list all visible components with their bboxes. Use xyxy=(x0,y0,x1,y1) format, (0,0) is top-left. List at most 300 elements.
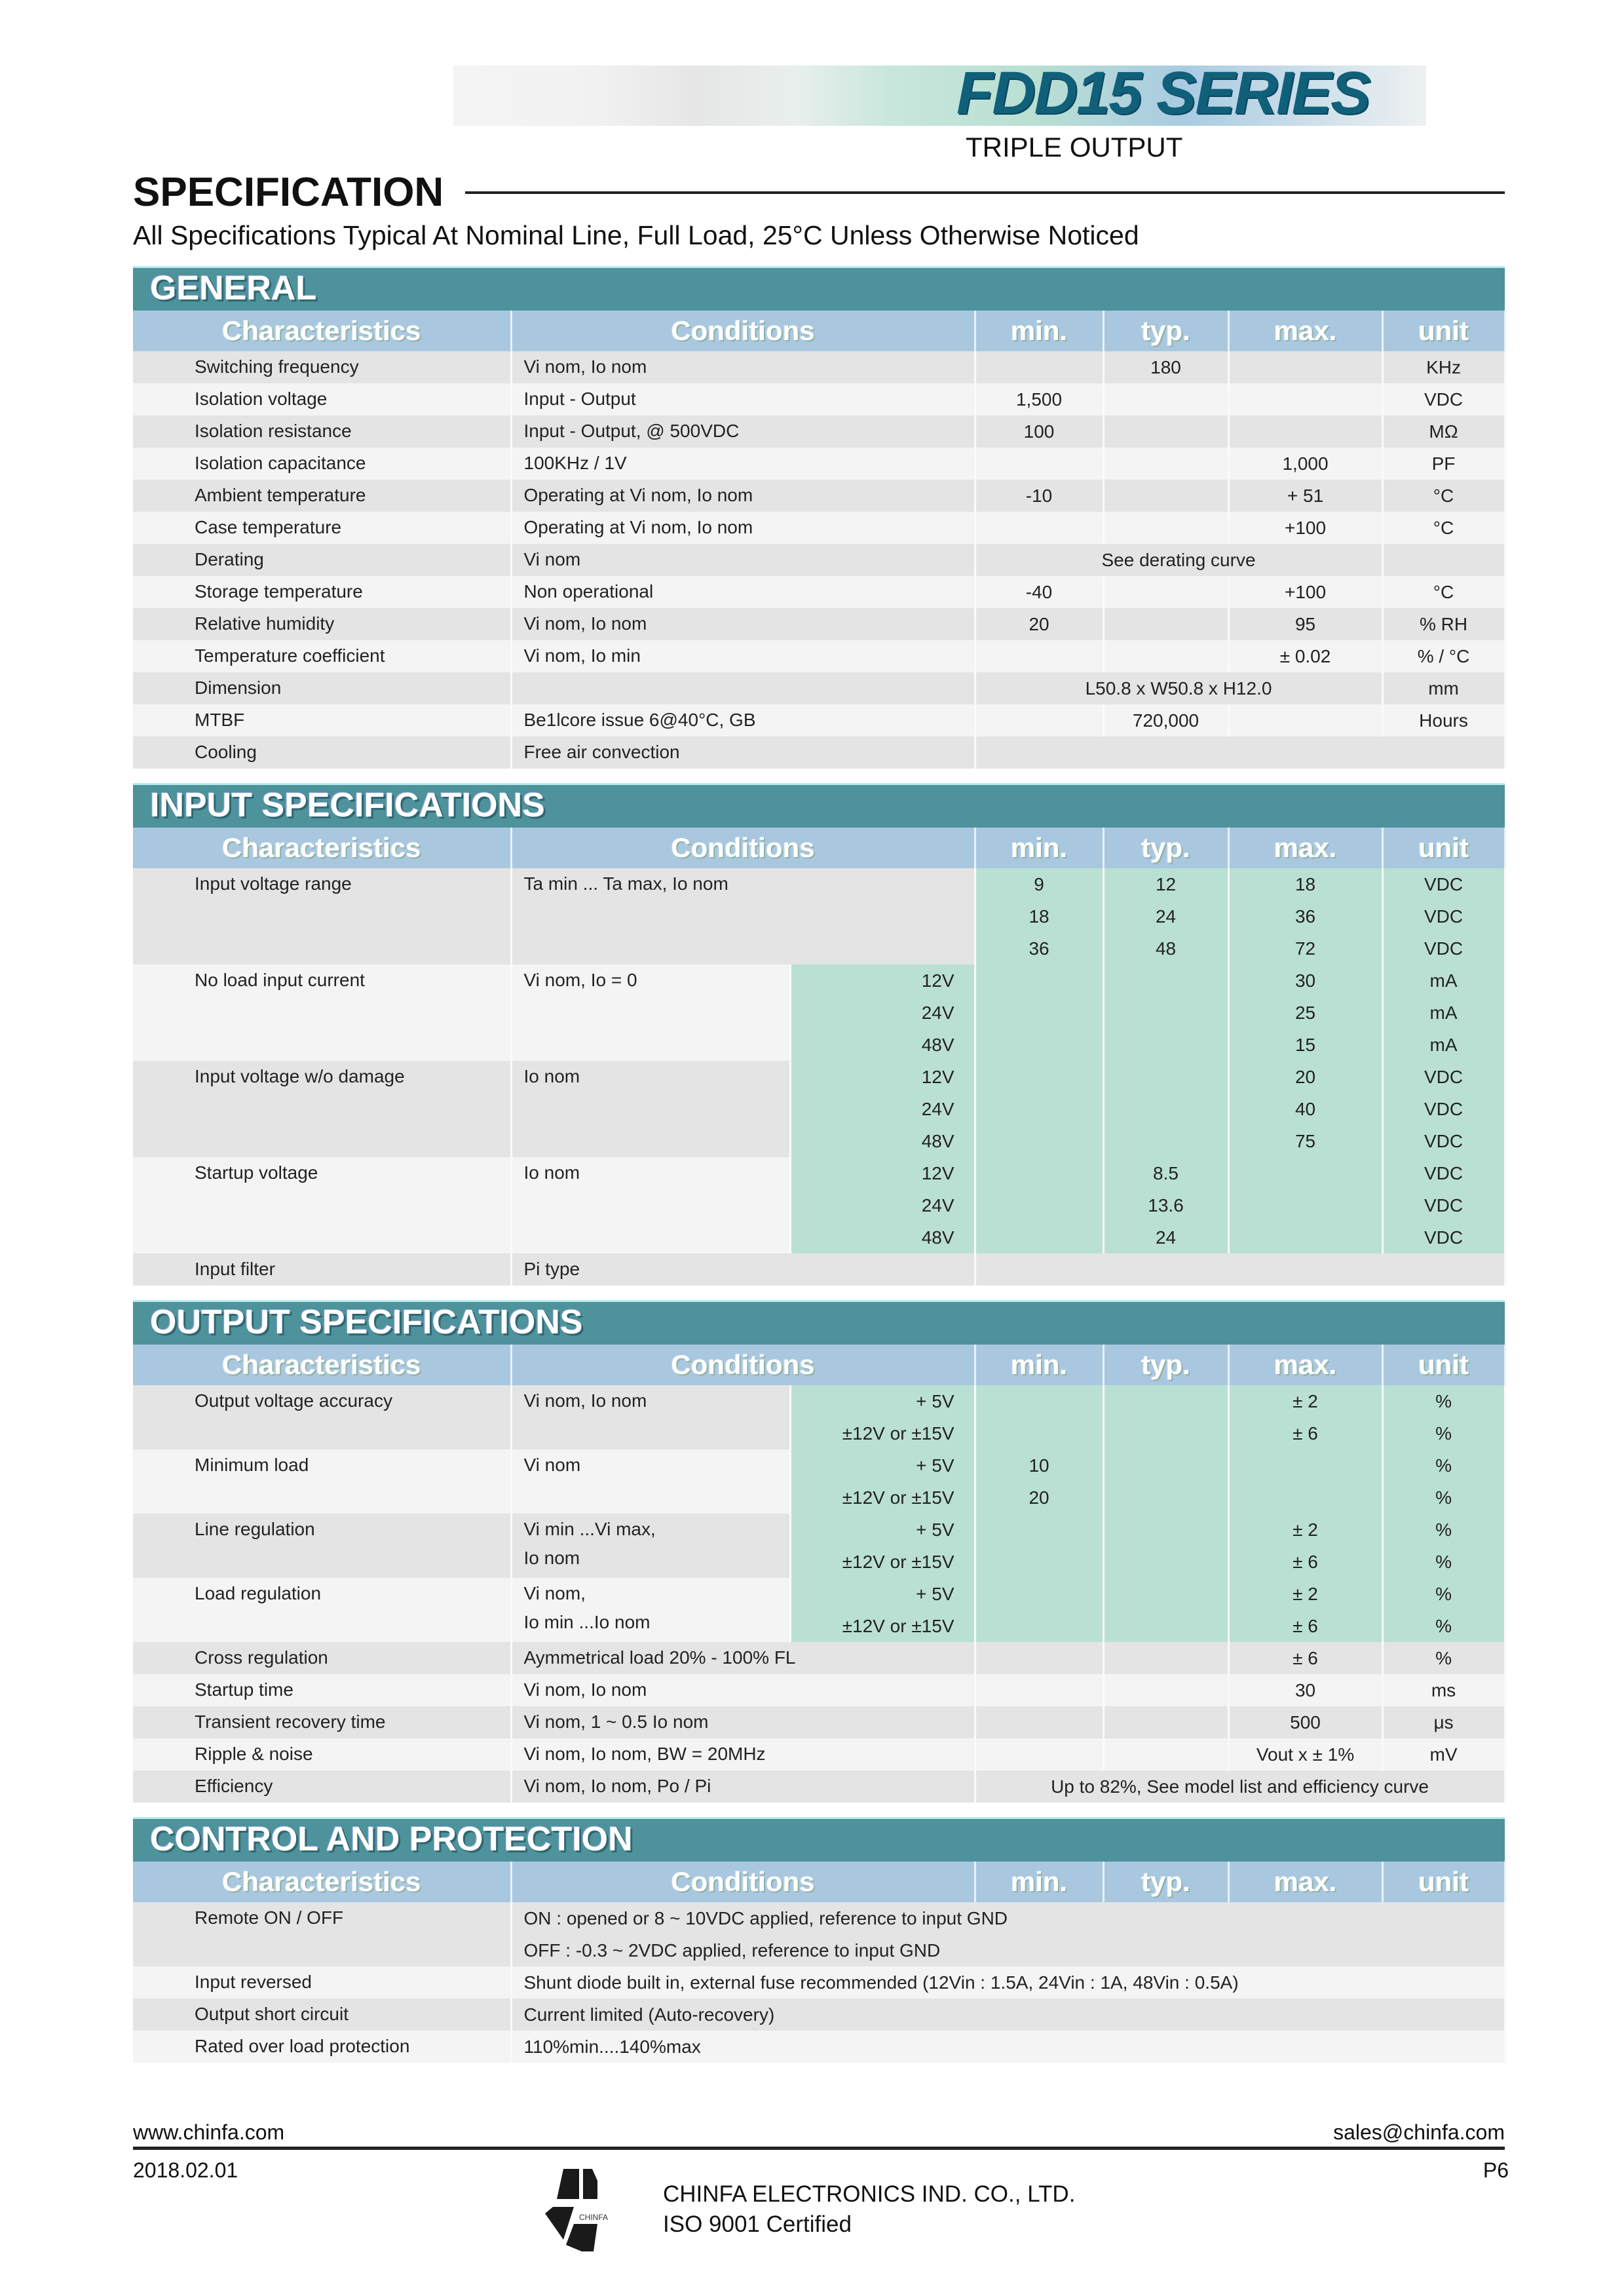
value-unit: PF xyxy=(1382,448,1505,480)
value-typ xyxy=(1103,1125,1228,1157)
value-unit: % / °C xyxy=(1382,640,1505,672)
value-typ xyxy=(1103,1385,1228,1417)
table-row xyxy=(133,1966,1505,1999)
value-unit: VDC xyxy=(1382,1125,1505,1157)
characteristic: Input voltage range xyxy=(133,868,511,965)
condition: Vi nom, Io nom xyxy=(511,1385,790,1449)
value-unit: % xyxy=(1382,1546,1505,1578)
value-typ xyxy=(1103,512,1228,544)
value-max: ± 0.02 xyxy=(1228,640,1382,672)
condition: Pi type xyxy=(511,1253,975,1286)
value-min xyxy=(975,1578,1103,1610)
value-typ xyxy=(1103,480,1228,512)
value-unit: mA xyxy=(1382,1029,1505,1061)
section-output-specifications xyxy=(133,1300,1505,1803)
page-title: SPECIFICATION xyxy=(133,170,444,215)
value-max xyxy=(1228,415,1382,448)
value-min: 20 xyxy=(975,608,1103,640)
value-typ xyxy=(1103,1029,1228,1061)
table-row xyxy=(133,448,1505,480)
value-unit: °C xyxy=(1382,576,1505,608)
condition: Shunt diode built in, external fuse recommended (12Vin : 1.5A, 24Vin : 1A, 48Vin : 0.5A) xyxy=(511,1966,1505,1999)
value-min xyxy=(975,448,1103,480)
column-header-characteristics: Characteristics xyxy=(133,828,511,868)
spec-table xyxy=(133,1345,1506,1803)
column-header-typ: typ. xyxy=(1103,1345,1228,1385)
svg-text:CHINFA: CHINFA xyxy=(579,2213,609,2222)
value-typ xyxy=(1103,1546,1228,1578)
value-unit: mA xyxy=(1382,997,1505,1029)
value-max: 20 xyxy=(1228,1061,1382,1093)
value-unit: VDC xyxy=(1382,383,1505,415)
table-row xyxy=(133,480,1505,512)
series-subtitle: TRIPLE OUTPUT xyxy=(966,132,1183,163)
value-max xyxy=(1228,383,1382,415)
column-header-unit: unit xyxy=(1382,1345,1505,1385)
column-header-unit: unit xyxy=(1382,828,1505,868)
value-unit: VDC xyxy=(1382,1061,1505,1093)
value-min xyxy=(975,1514,1103,1546)
characteristic: Efficiency xyxy=(133,1770,511,1803)
table-row xyxy=(133,351,1505,383)
value-min: 36 xyxy=(975,932,1103,965)
condition: Ta min ... Ta max, Io nom xyxy=(511,868,975,965)
section-header: OUTPUT SPECIFICATIONS xyxy=(133,1300,1505,1345)
value-max: 40 xyxy=(1228,1093,1382,1125)
table-row xyxy=(133,965,1505,997)
value-span: Up to 82%, See model list and efficiency curve xyxy=(975,1770,1505,1803)
value-typ xyxy=(1103,1417,1228,1449)
value-min: 9 xyxy=(975,868,1103,900)
value-max: 15 xyxy=(1228,1029,1382,1061)
column-header-conditions: Conditions xyxy=(511,1862,975,1902)
value-max: ± 6 xyxy=(1228,1642,1382,1674)
condition: Vi nom, Io nom, BW = 20MHz xyxy=(511,1738,975,1770)
value-unit: % xyxy=(1382,1610,1505,1642)
spec-tables xyxy=(133,266,1505,2077)
value-unit: mV xyxy=(1382,1738,1505,1770)
value-min xyxy=(975,1029,1103,1061)
condition: Vi nom, Io nom xyxy=(511,1674,975,1706)
column-header-conditions: Conditions xyxy=(511,1345,975,1385)
condition-line-2: Io min ...Io nom xyxy=(523,1612,651,1632)
column-header-max: max. xyxy=(1228,311,1382,351)
condition: Operating at Vi nom, Io nom xyxy=(511,480,975,512)
condition-line-2: Io nom xyxy=(523,1548,580,1568)
spec-table xyxy=(133,828,1506,1286)
value-max xyxy=(1228,1157,1382,1189)
value-typ: 24 xyxy=(1103,1221,1228,1253)
voltage-variant: 24V xyxy=(790,1189,975,1221)
value-min xyxy=(975,512,1103,544)
value-min xyxy=(975,1546,1103,1578)
value-typ xyxy=(1103,448,1228,480)
column-header-row xyxy=(133,311,1505,351)
series-title: FDD15 SERIES xyxy=(956,60,1370,126)
column-header-row xyxy=(133,1862,1505,1902)
value-min: 100 xyxy=(975,415,1103,448)
spec-table xyxy=(133,1862,1506,2063)
value-typ: 180 xyxy=(1103,351,1228,383)
value-typ xyxy=(1103,1610,1228,1642)
value-max: 25 xyxy=(1228,997,1382,1029)
value-span xyxy=(975,737,1505,769)
voltage-variant: 48V xyxy=(790,1029,975,1061)
characteristic: Output voltage accuracy xyxy=(133,1385,511,1449)
value-typ xyxy=(1103,1093,1228,1125)
value-typ: 720,000 xyxy=(1103,704,1228,737)
value-max xyxy=(1228,351,1382,383)
value-max: 1,000 xyxy=(1228,448,1382,480)
voltage-variant: ±12V or ±15V xyxy=(790,1610,975,1642)
voltage-variant: 24V xyxy=(790,997,975,1029)
table-row xyxy=(133,1449,1505,1482)
value-max: + 51 xyxy=(1228,480,1382,512)
column-header-max: max. xyxy=(1228,1345,1382,1385)
section-header: INPUT SPECIFICATIONS xyxy=(133,783,1505,828)
value-unit: mm xyxy=(1382,672,1505,704)
characteristic: Cross regulation xyxy=(133,1642,511,1674)
condition: Vi nom, Io nom xyxy=(511,608,975,640)
characteristic: Storage temperature xyxy=(133,576,511,608)
characteristic: Line regulation xyxy=(133,1514,511,1578)
value-max: ± 6 xyxy=(1228,1610,1382,1642)
column-header-min: min. xyxy=(975,828,1103,868)
condition: 100KHz / 1V xyxy=(511,448,975,480)
value-typ: 12 xyxy=(1103,868,1228,900)
value-max: Vout x ± 1% xyxy=(1228,1738,1382,1770)
value-unit: % xyxy=(1382,1417,1505,1449)
condition: Free air convection xyxy=(511,737,975,769)
value-min xyxy=(975,1417,1103,1449)
column-header-unit: unit xyxy=(1382,311,1505,351)
value-typ: 24 xyxy=(1103,900,1228,932)
condition: Vi nom, Io nom xyxy=(511,351,975,383)
characteristic: Load regulation xyxy=(133,1578,511,1642)
characteristic: Remote ON / OFF xyxy=(133,1902,511,1966)
value-unit: VDC xyxy=(1382,1093,1505,1125)
value-unit: % xyxy=(1382,1449,1505,1482)
value-min xyxy=(975,351,1103,383)
value-unit: °C xyxy=(1382,480,1505,512)
characteristic: Ambient temperature xyxy=(133,480,511,512)
section-general xyxy=(133,266,1505,769)
table-row xyxy=(133,1061,1505,1093)
characteristic: Dimension xyxy=(133,672,511,704)
characteristic: Isolation voltage xyxy=(133,383,511,415)
value-span: See derating curve xyxy=(975,544,1382,576)
table-row xyxy=(133,737,1505,769)
certification: ISO 9001 Certified xyxy=(663,2211,852,2237)
column-header-conditions: Conditions xyxy=(511,828,975,868)
characteristic: Startup time xyxy=(133,1674,511,1706)
condition: Vi nom, Io min ...Io nom xyxy=(511,1578,790,1642)
characteristic: Input reversed xyxy=(133,1966,511,1999)
section-header: CONTROL AND PROTECTION xyxy=(133,1817,1505,1862)
voltage-variant: 48V xyxy=(790,1125,975,1157)
voltage-variant: + 5V xyxy=(790,1578,975,1610)
table-row xyxy=(133,2031,1505,2063)
value-max: 500 xyxy=(1228,1706,1382,1738)
value-typ: 13.6 xyxy=(1103,1189,1228,1221)
table-row xyxy=(133,608,1505,640)
column-header-characteristics: Characteristics xyxy=(133,1862,511,1902)
value-min xyxy=(975,640,1103,672)
column-header-typ: typ. xyxy=(1103,828,1228,868)
column-header-min: min. xyxy=(975,1862,1103,1902)
voltage-variant: + 5V xyxy=(790,1449,975,1482)
characteristic: Relative humidity xyxy=(133,608,511,640)
value-typ xyxy=(1103,1674,1228,1706)
characteristic: Minimum load xyxy=(133,1449,511,1514)
website-link[interactable]: www.chinfa.com xyxy=(133,2120,285,2144)
value-max xyxy=(1228,1449,1382,1482)
characteristic: Case temperature xyxy=(133,512,511,544)
value-min xyxy=(975,1385,1103,1417)
value-min: 18 xyxy=(975,900,1103,932)
value-typ xyxy=(1103,383,1228,415)
table-row xyxy=(133,1253,1505,1286)
table-row xyxy=(133,1157,1505,1189)
value-max: ± 2 xyxy=(1228,1514,1382,1546)
table-row xyxy=(133,1706,1505,1738)
table-row xyxy=(133,640,1505,672)
email-link[interactable]: sales@chinfa.com xyxy=(1333,2120,1505,2144)
value-typ xyxy=(1103,1738,1228,1770)
voltage-variant: + 5V xyxy=(790,1385,975,1417)
value-typ xyxy=(1103,1578,1228,1610)
value-min: 20 xyxy=(975,1482,1103,1514)
value-max: ± 6 xyxy=(1228,1546,1382,1578)
value-min xyxy=(975,1642,1103,1674)
value-min xyxy=(975,704,1103,737)
value-span xyxy=(975,1253,1505,1286)
value-min xyxy=(975,1738,1103,1770)
column-header-max: max. xyxy=(1228,828,1382,868)
column-header-conditions: Conditions xyxy=(511,311,975,351)
value-unit: ms xyxy=(1382,1674,1505,1706)
column-header-characteristics: Characteristics xyxy=(133,1345,511,1385)
company-info xyxy=(663,2179,1075,2240)
value-typ xyxy=(1103,1482,1228,1514)
table-row xyxy=(133,1514,1505,1546)
condition: Aymmetrical load 20% - 100% FL xyxy=(511,1642,975,1674)
value-max xyxy=(1228,704,1382,737)
page-number: P6 xyxy=(1482,2158,1509,2182)
value-min xyxy=(975,997,1103,1029)
characteristic: Rated over load protection xyxy=(133,2031,511,2063)
characteristic: Temperature coefficient xyxy=(133,640,511,672)
value-max: 72 xyxy=(1228,932,1382,965)
value-min xyxy=(975,1157,1103,1189)
condition: OFF : -0.3 ~ 2VDC applied, reference to input GND xyxy=(511,1934,1505,1966)
value-typ xyxy=(1103,1706,1228,1738)
condition: Io nom xyxy=(511,1061,790,1157)
characteristic: Cooling xyxy=(133,737,511,769)
voltage-variant: 12V xyxy=(790,1061,975,1093)
value-max: 18 xyxy=(1228,868,1382,900)
value-typ xyxy=(1103,576,1228,608)
condition: 110%min....140%max xyxy=(511,2031,1505,2063)
table-row xyxy=(133,1999,1505,2031)
table-row xyxy=(133,1738,1505,1770)
spec-table xyxy=(133,311,1506,769)
table-row xyxy=(133,512,1505,544)
value-unit: % xyxy=(1382,1514,1505,1546)
condition: Vi nom, 1 ~ 0.5 Io nom xyxy=(511,1706,975,1738)
value-max: 30 xyxy=(1228,1674,1382,1706)
column-header-row xyxy=(133,828,1505,868)
value-min xyxy=(975,1674,1103,1706)
table-row xyxy=(133,704,1505,737)
section-control-and-protection xyxy=(133,1817,1505,2063)
condition: Operating at Vi nom, Io nom xyxy=(511,512,975,544)
characteristic: Switching frequency xyxy=(133,351,511,383)
condition: Vi nom, Io min xyxy=(511,640,975,672)
voltage-variant: 24V xyxy=(790,1093,975,1125)
column-header-typ: typ. xyxy=(1103,1862,1228,1902)
characteristic: Input voltage w/o damage xyxy=(133,1061,511,1157)
value-min: -40 xyxy=(975,576,1103,608)
value-unit: °C xyxy=(1382,512,1505,544)
voltage-variant: ±12V or ±15V xyxy=(790,1482,975,1514)
value-min xyxy=(975,1221,1103,1253)
voltage-variant: 48V xyxy=(790,1221,975,1253)
value-unit: % xyxy=(1382,1482,1505,1514)
value-unit xyxy=(1382,544,1505,576)
value-unit: VDC xyxy=(1382,1157,1505,1189)
value-unit: VDC xyxy=(1382,900,1505,932)
characteristic: Output short circuit xyxy=(133,1999,511,2031)
spec-note: All Specifications Typical At Nominal Line, Full Load, 25°C Unless Otherwise Noticed xyxy=(133,220,1139,250)
value-max: 75 xyxy=(1228,1125,1382,1157)
table-row xyxy=(133,868,1505,900)
condition: Input - Output, @ 500VDC xyxy=(511,415,975,448)
value-max xyxy=(1228,1482,1382,1514)
value-typ xyxy=(1103,640,1228,672)
condition: ON : opened or 8 ~ 10VDC applied, reference to input GND xyxy=(511,1902,1505,1934)
characteristic: Isolation capacitance xyxy=(133,448,511,480)
condition: Be1lcore issue 6@40°C, GB xyxy=(511,704,975,737)
condition: Current limited (Auto-recovery) xyxy=(511,1999,1505,2031)
value-unit: VDC xyxy=(1382,868,1505,900)
condition: Input - Output xyxy=(511,383,975,415)
value-min: 10 xyxy=(975,1449,1103,1482)
value-typ xyxy=(1103,415,1228,448)
column-header-min: min. xyxy=(975,1345,1103,1385)
value-max: ± 2 xyxy=(1228,1385,1382,1417)
characteristic: Input filter xyxy=(133,1253,511,1286)
value-max: +100 xyxy=(1228,576,1382,608)
value-typ xyxy=(1103,997,1228,1029)
value-min: 1,500 xyxy=(975,383,1103,415)
value-unit: % xyxy=(1382,1385,1505,1417)
value-typ: 48 xyxy=(1103,932,1228,965)
condition xyxy=(511,672,975,704)
column-header-max: max. xyxy=(1228,1862,1382,1902)
value-min: -10 xyxy=(975,480,1103,512)
value-unit: VDC xyxy=(1382,932,1505,965)
condition: Non operational xyxy=(511,576,975,608)
table-row xyxy=(133,672,1505,704)
value-min xyxy=(975,1061,1103,1093)
table-row xyxy=(133,1674,1505,1706)
column-header-min: min. xyxy=(975,311,1103,351)
column-header-unit: unit xyxy=(1382,1862,1505,1902)
value-typ xyxy=(1103,1061,1228,1093)
condition: Vi min ...Vi max, Io nom xyxy=(511,1514,790,1578)
value-min xyxy=(975,1706,1103,1738)
column-header-typ: typ. xyxy=(1103,311,1228,351)
table-row xyxy=(133,1642,1505,1674)
value-max: 95 xyxy=(1228,608,1382,640)
value-min xyxy=(975,1093,1103,1125)
voltage-variant: ±12V or ±15V xyxy=(790,1546,975,1578)
chinfa-logo xyxy=(545,2168,630,2253)
value-unit: KHz xyxy=(1382,351,1505,383)
value-unit: % xyxy=(1382,1578,1505,1610)
value-unit: VDC xyxy=(1382,1221,1505,1253)
value-typ: 8.5 xyxy=(1103,1157,1228,1189)
value-unit: MΩ xyxy=(1382,415,1505,448)
characteristic: Derating xyxy=(133,544,511,576)
voltage-variant: 12V xyxy=(790,965,975,997)
section-header: GENERAL xyxy=(133,266,1505,311)
value-typ xyxy=(1103,965,1228,997)
value-max: +100 xyxy=(1228,512,1382,544)
value-max: ± 6 xyxy=(1228,1417,1382,1449)
voltage-variant: ±12V or ±15V xyxy=(790,1417,975,1449)
table-row xyxy=(133,383,1505,415)
table-row xyxy=(133,576,1505,608)
characteristic: Isolation resistance xyxy=(133,415,511,448)
condition: Vi nom, Io = 0 xyxy=(511,965,790,1061)
value-max: ± 2 xyxy=(1228,1578,1382,1610)
value-typ xyxy=(1103,1514,1228,1546)
table-row xyxy=(133,415,1505,448)
condition: Vi nom xyxy=(511,1449,790,1514)
condition: Vi nom, Io nom, Po / Pi xyxy=(511,1770,975,1803)
value-unit: % xyxy=(1382,1642,1505,1674)
value-unit: % RH xyxy=(1382,608,1505,640)
voltage-variant: + 5V xyxy=(790,1514,975,1546)
footer-divider xyxy=(133,2147,1505,2150)
value-unit: mA xyxy=(1382,965,1505,997)
characteristic: No load input current xyxy=(133,965,511,1061)
characteristic: Startup voltage xyxy=(133,1157,511,1253)
value-unit: Hours xyxy=(1382,704,1505,737)
condition: Io nom xyxy=(511,1157,790,1253)
characteristic: MTBF xyxy=(133,704,511,737)
value-typ xyxy=(1103,1642,1228,1674)
company-name: CHINFA ELECTRONICS IND. CO., LTD. xyxy=(663,2181,1076,2207)
value-min xyxy=(975,1189,1103,1221)
voltage-variant: 12V xyxy=(790,1157,975,1189)
value-unit: VDC xyxy=(1382,1189,1505,1221)
table-row xyxy=(133,1902,1505,1934)
characteristic: Transient recovery time xyxy=(133,1706,511,1738)
column-header-characteristics: Characteristics xyxy=(133,311,511,351)
value-typ xyxy=(1103,1449,1228,1482)
section-input-specifications xyxy=(133,783,1505,1286)
value-max xyxy=(1228,1189,1382,1221)
value-unit: μs xyxy=(1382,1706,1505,1738)
table-row xyxy=(133,1385,1505,1417)
column-header-row xyxy=(133,1345,1505,1385)
value-span: L50.8 x W50.8 x H12.0 xyxy=(975,672,1382,704)
value-max xyxy=(1228,1221,1382,1253)
condition: Vi nom xyxy=(511,544,975,576)
